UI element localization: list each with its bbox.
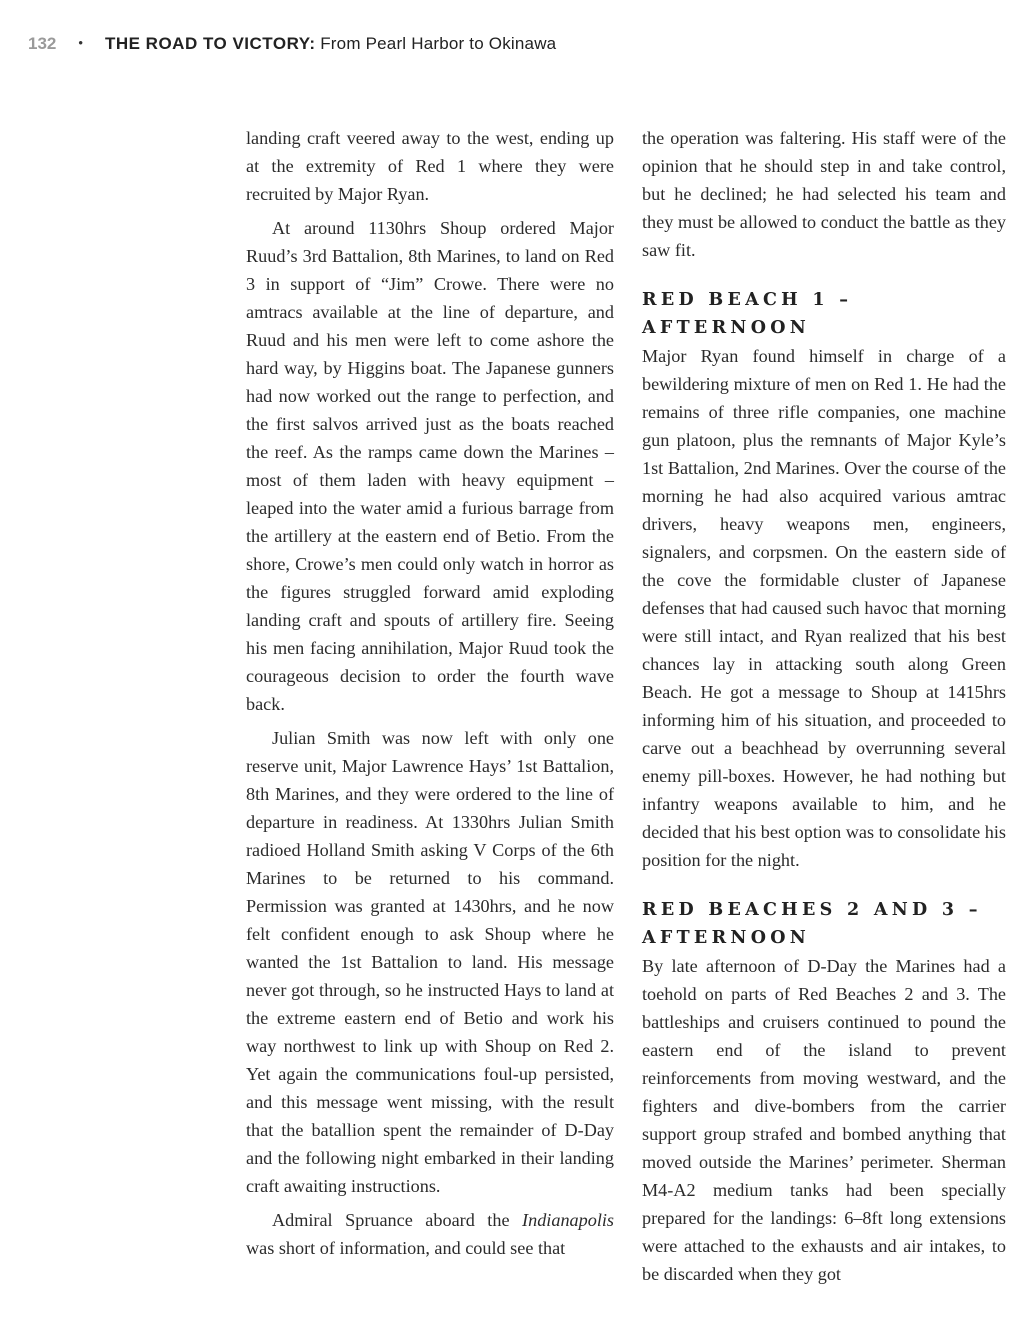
paragraph: Julian Smith was now left with only one reserve unit, Major Lawrence Hays’ 1st Battalion, 8th Marines, and they were ordered to the line of departure in readiness. At 1330hrs Julian Smith radioed Holland Smith asking V Corps of the 6th Marines to be returned to his command. Permission was granted at 1430hrs, and he now felt confident enough to ask Shoup where he wanted the 1st Battalion to land. His message never got through, so he instructed Hays to land at the extreme eastern end of Betio and work his way northwest to link up with Shoup on Red 2. Yet again the communications foul-up persisted, and this message went missing, with the result that the batallion spent the remainder of D-Day and the following night embarked in their landing craft awaiting instructions. [246, 728, 614, 1196]
paragraph [246, 1206, 614, 1262]
book-title-bold: THE ROAD TO VICTORY: [104, 34, 316, 53]
paragraph: landing craft veered away to the west, ending up at the extremity of Red 1 where they were recruited by Major Ryan. [246, 128, 614, 204]
book-title-subtitle: From Pearl Harbor to Okinawa [320, 34, 557, 53]
section-heading: RED BEACH 1 – AFTERNOON [642, 290, 853, 338]
paragraph: Major Ryan found himself in charge of a bewildering mixture of men on Red 1. He had the remains of three rifle companies, one machine gun platoon, plus the remnants of Major Kyle’s 1st Battalion, 2nd Marines. Over the course of the morning he had also acquired various amtrac drivers, heavy weapons men, engineers, signalers, and corpsmen. On the eastern side of the cove the formidable cluster of Japanese defenses that had caused such havoc that morning were still intact, and Ryan realized that his best chances lay in attacking south along Green Beach. He got a message to Shoup at 1415hrs informing him of his situation, and proceeded to carve out a beachhead by overrunning several enemy pill-boxes. However, he had nothing but infantry weapons available to him, and he decided that his best option was to consolidate his position for the night. [642, 346, 1006, 870]
paragraph-text: was short of information, and could see that [246, 1238, 566, 1258]
running-header [28, 34, 556, 54]
paragraph-text: Admiral Spruance aboard the [272, 1210, 523, 1230]
paragraph: the operation was faltering. His staff were of the opinion that he should step in and take control, but he declined; he had selected his team and they must be allowed to conduct the battle as they saw fit. [642, 128, 1006, 260]
section-heading: RED BEACHES 2 AND 3 – AFTERNOON [642, 900, 982, 948]
paragraph: At around 1130hrs Shoup ordered Major Ruud’s 3rd Battalion, 8th Marines, to land on Red 3 in support of “Jim” Crowe. There were no amtracs available at the line of departure, and Ruud and his men were left to come ashore the hard way, by Higgins boat. The Japanese gunners had now worked out the range to perfection, and the first salvos arrived just as the boats reached the reef. As the ramps came down the Marines – most of them laden with heavy equipment – leaped into the water amid a furious barrage from the artillery at the eastern end of Betio. From the shore, Crowe’s men could only watch in horror as the figures struggled forward amid exploding landing craft and spouts of artillery fire. Seeing his men facing annihilation, Major Ruud took the courageous decision to order the fourth wave back. [246, 218, 614, 714]
header-bullet: • [78, 35, 83, 50]
paragraph: By late afternoon of D-Day the Marines had a toehold on parts of Red Beaches 2 and 3. The battleships and cruisers continued to pound the eastern end of the island to prevent reinforcements from moving westward, and the fighters and dive-bombers from the carrier support group strafed and bombed anything that moved outside the Marines’ perimeter. Sherman M4-A2 medium tanks had been specially prepared for the landings: 6–8ft long extensions were attached to the exhausts and air intakes, to be discarded when they got [642, 956, 1006, 1284]
ship-name-italic: Indianapolis [522, 1210, 614, 1230]
page-number: 132 [28, 34, 57, 53]
left-column [246, 124, 614, 1262]
right-column [642, 124, 1006, 1288]
